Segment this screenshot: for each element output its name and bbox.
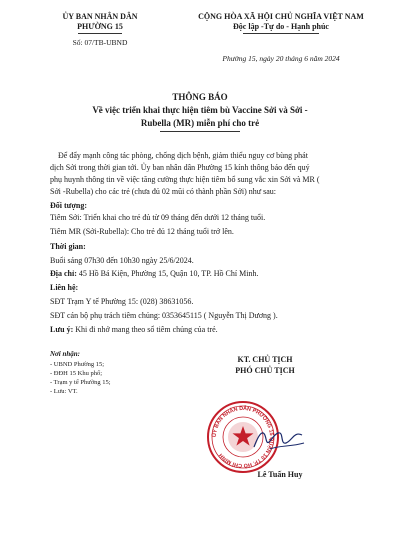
target-label: Đối tượng: — [50, 201, 88, 210]
signer-name: Lê Tuấn Huy — [257, 470, 303, 479]
contact-officer-phone: SĐT cán bộ phụ trách tiêm chủng: 0353645115 ( Nguyễn Thị Dương ). — [50, 311, 278, 320]
handwritten-signature — [250, 425, 310, 455]
agency-name: ỦY BAN NHÂN DÂN — [62, 12, 138, 21]
document-number: Số: 07/TB-UBND — [72, 38, 128, 47]
signer-title-1: KT. CHỦ TỊCH — [237, 355, 293, 364]
note-line — [50, 325, 218, 335]
recipients-label: Nơi nhận: — [50, 350, 81, 358]
recipient-item: - UBND Phường 15; — [50, 361, 105, 368]
recipient-item: - Lưu: VT. — [50, 388, 78, 395]
location-label: Địa chỉ: — [50, 269, 77, 278]
target-item-measles: Tiêm Sởi: Triển khai cho trẻ đủ từ 09 tháng đến dưới 12 tháng tuổi. — [50, 213, 266, 222]
location-line — [50, 269, 258, 279]
intro-line-2: dịch Sởi trong thời gian tới. Ủy ban nhân dân Phường 15 kính thông báo đến quý — [50, 163, 310, 172]
document-subject-line2: Rubella (MR) miễn phí cho trẻ — [140, 118, 260, 128]
recipient-item: - ĐĐH 15 Khu phố; — [50, 370, 102, 377]
note-label: Lưu ý: — [50, 325, 74, 334]
contact-station-phone: SĐT Trạm Y tế Phường 15: (028) 38631056. — [50, 297, 194, 306]
seal-text: ỦY BAN NHÂN DÂN PHƯỜNG 15 QUẬN 10 TP. HỒ CHÍ MINH — [211, 405, 275, 469]
recipient-item: - Trạm y tế Phường 15; — [50, 379, 111, 386]
document-title: THÔNG BÁO — [172, 92, 228, 102]
motto-underline — [243, 33, 319, 34]
national-title: CỘNG HÒA XÃ HỘI CHỦ NGHĨA VIỆT NAM — [198, 12, 364, 21]
national-motto: Độc lập -Tự do - Hạnh phúc — [233, 22, 329, 31]
target-item-mr: Tiêm MR (Sởi-Rubella): Cho trẻ đủ 12 tháng tuổi trở lên. — [50, 227, 234, 236]
title-underline — [160, 131, 240, 132]
time-label: Thời gian: — [50, 242, 86, 251]
agency-ward: PHƯỜNG 15 — [77, 22, 123, 31]
intro-line-3: phụ huynh thông tin về việc tăng cường thực hiện tiêm bổ sung vắc xin Sởi và MR ( — [50, 175, 320, 184]
intro-line-4: Sởi -Rubella) cho các trẻ (chưa đủ 02 mũi có thành phần Sởi) như sau: — [50, 187, 276, 196]
time-value: Buổi sáng 07h30 đến 10h30 ngày 25/6/2024. — [50, 256, 194, 265]
intro-line-1: Để đẩy mạnh công tác phòng, chống dịch bệnh, giảm thiểu nguy cơ bùng phát — [58, 151, 308, 160]
document-subject-line1: Về việc triển khai thực hiện tiêm bù Vaccine Sởi và Sởi - — [92, 105, 308, 115]
contact-label: Liên hệ: — [50, 283, 79, 292]
agency-underline — [78, 33, 122, 34]
location-value: 45 Hồ Bá Kiện, Phường 15, Quận 10, TP. Hồ Chí Minh. — [76, 269, 259, 278]
note-value: Khi đi nhớ mang theo sổ tiêm chủng của trẻ. — [73, 325, 218, 334]
signer-title-2: PHÓ CHỦ TỊCH — [235, 366, 295, 375]
issue-date: Phường 15, ngày 20 tháng 6 năm 2024 — [222, 54, 340, 63]
